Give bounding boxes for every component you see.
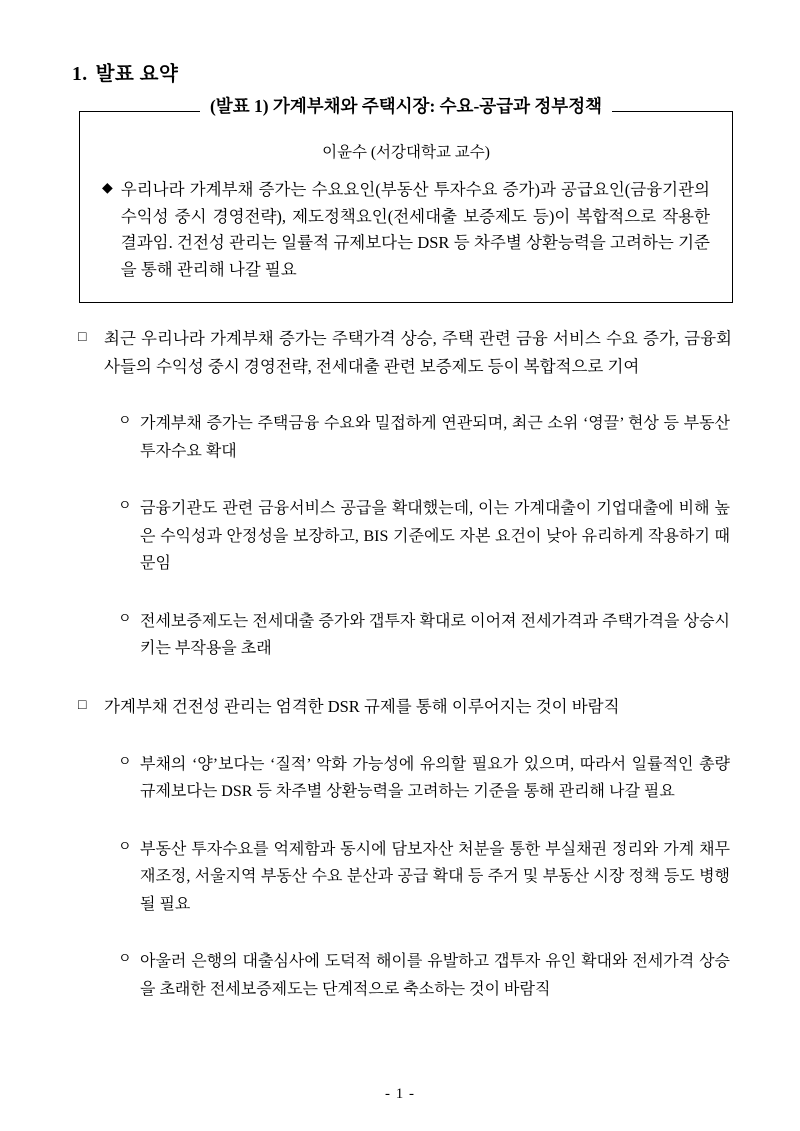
callout-body-text: 우리나라 가계부채 증가는 수요요인(부동산 투자수요 증가)과 공급요인(금융기관의 수익성 중시 경영전략), 제도정책요인(전세대출 보증제도 등)이 복합적으로 작용한 결과임. 건전성 관리는 일률적 규제보다는 DSR 등 차주별 상환능력을 고려하는 기준을 통해 관리해 나갈 필요: [120, 179, 710, 280]
callout-body: [102, 177, 710, 284]
diamond-bullet-icon: ◆: [102, 180, 113, 196]
page-title: [72, 62, 736, 87]
list-item: [118, 495, 736, 578]
list-item: [118, 410, 736, 465]
list-item-text: 최근 우리나라 가계부채 증가는 주택가격 상승, 주택 관련 금융 서비스 수요 증가, 금융회사들의 수익성 중시 경영전략, 전세대출 관련 보증제도 등이 복합적으로 기여: [104, 328, 732, 376]
list-item-text: 가계부채 증가는 주택금융 수요와 밀접하게 연관되며, 최근 소위 ‘영끌’ 현상 등 부동산 투자수요 확대: [140, 415, 730, 460]
list-item-text: 부채의 ‘양’보다는 ‘질적’ 악화 가능성에 유의할 필요가 있으며, 따라서 일률적인 총량 규제보다는 DSR 등 차주별 상환능력을 고려하는 기준을 통해 관리해 나갈 필요: [140, 755, 730, 801]
callout-author: 이윤수 (서강대학교 교수): [322, 144, 490, 162]
callout-title-text: (발표 1) 가계부채와 주택시장: 수요-공급과 정부정책: [200, 96, 612, 116]
list-item: [78, 693, 736, 721]
section-number: 1.: [72, 64, 88, 85]
circle-bullet-icon: ㅇ: [118, 839, 132, 855]
square-bullet-icon: □: [78, 329, 87, 345]
list-item-text: 가계부채 건전성 관리는 엄격한 DSR 규제를 통해 이루어지는 것이 바람직: [104, 696, 620, 716]
list-item-text: 전세보증제도는 전세대출 증가와 갭투자 확대로 이어져 전세가격과 주택가격을 상승시키는 부작용을 초래: [140, 612, 730, 658]
square-bullet-icon: □: [78, 697, 87, 713]
list-item: [118, 948, 736, 1003]
list-item-text: 부동산 투자수요를 억제함과 동시에 담보자산 처분을 통한 부실채권 정리와 가계 채무 재조정, 서울지역 부동산 수요 분산과 공급 확대 등 주거 및 부동산 시장 정책 등도 병행될 필요: [140, 840, 730, 913]
circle-bullet-icon: ㅇ: [118, 952, 132, 968]
section-title-text: 발표 요약: [95, 64, 179, 85]
callout-box: [79, 96, 733, 302]
list-item: [118, 751, 736, 806]
list-item: [118, 608, 736, 663]
list-item-text: 아울러 은행의 대출심사에 도덕적 해이를 유발하고 갭투자 유인 확대와 전세가격 상승을 초래한 전세보증제도는 단계적으로 축소하는 것이 바람직: [140, 953, 730, 998]
page-number: - 1 -: [385, 1086, 415, 1102]
list-item: [118, 836, 736, 919]
circle-bullet-icon: ㅇ: [118, 611, 132, 627]
circle-bullet-icon: ㅇ: [118, 499, 132, 515]
circle-bullet-icon: ㅇ: [118, 414, 132, 430]
list-item-text: 금융기관도 관련 금융서비스 공급을 확대했는데, 이는 가계대출이 기업대출에 비해 높은 수익성과 안정성을 보장하고, BIS 기준에도 자본 요건이 낮아 유리하게 작용하기 때문임: [140, 500, 730, 573]
list-item: [78, 325, 736, 380]
callout-title: [80, 98, 732, 116]
circle-bullet-icon: ㅇ: [118, 754, 132, 770]
